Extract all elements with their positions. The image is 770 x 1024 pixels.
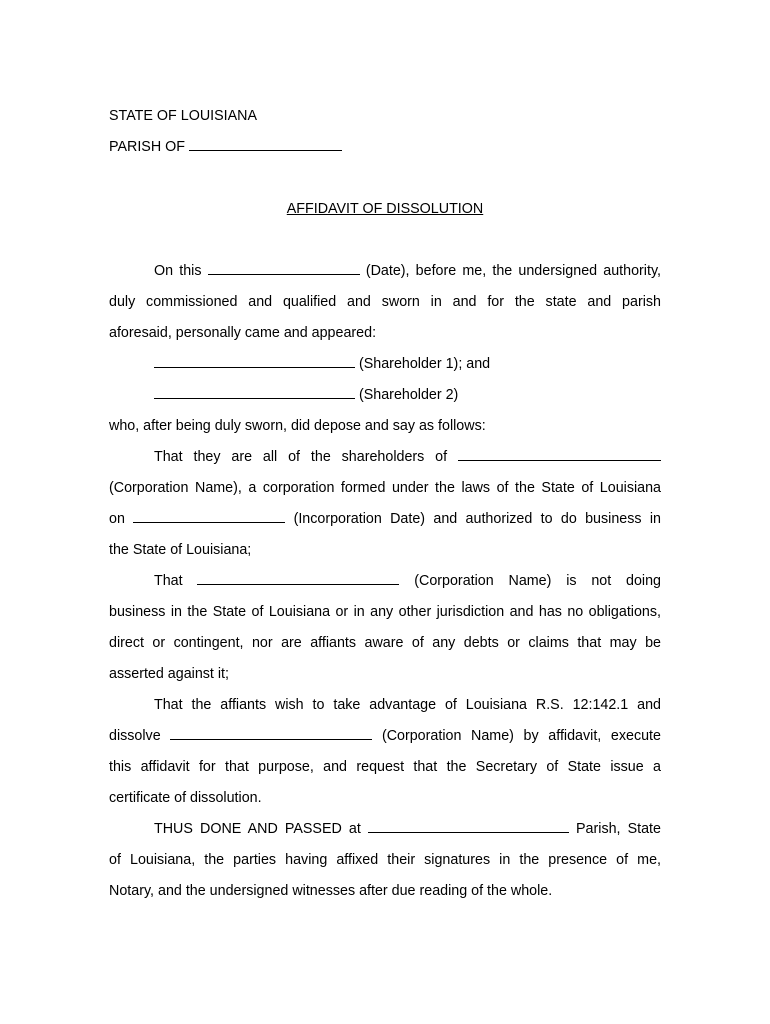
p2-line4 <box>109 535 661 566</box>
p1-line1 <box>154 256 661 287</box>
p3-line4-text: asserted against it; <box>109 666 230 682</box>
p3-line1 <box>154 566 661 597</box>
p3-line3-text: direct or contingent, nor are affiants aware of any debts or claims that may be <box>109 635 661 651</box>
p2-line1 <box>154 442 661 473</box>
p5-line3-text: Notary, and the undersigned witnesses after due reading of the whole. <box>109 883 553 899</box>
corporation-name-blank-3[interactable] <box>170 739 372 740</box>
p3-line3 <box>109 628 661 659</box>
corporation-name-blank-2[interactable] <box>197 584 399 585</box>
p2-start-text: That they are all of the shareholders of <box>154 449 448 465</box>
p5-line1 <box>154 814 661 845</box>
shareholder1-line <box>154 349 661 380</box>
p2-line3 <box>109 504 661 535</box>
p3-rest-text: (Corporation Name) is not doing <box>414 573 661 589</box>
p1-line2 <box>109 287 661 318</box>
p4-line4-text: certificate of dissolution. <box>109 790 262 806</box>
parish-blank[interactable] <box>189 150 342 151</box>
shareholder1-text: (Shareholder 1); and <box>358 356 491 372</box>
document-title <box>109 194 661 225</box>
shareholder2-text: (Shareholder 2) <box>358 387 459 403</box>
p2-line3-rest-text: (Incorporation Date) and authorized to do business in <box>293 511 661 527</box>
p1-line3 <box>109 318 661 349</box>
shareholder2-line <box>154 380 661 411</box>
parish-heading <box>109 132 661 163</box>
p2-line4-text: the State of Louisiana; <box>109 542 252 558</box>
p4-line2-rest-text: (Corporation Name) by affidavit, execute <box>381 728 661 744</box>
incorporation-date-blank[interactable] <box>133 522 285 523</box>
date-blank[interactable] <box>208 274 360 275</box>
p3-line2 <box>109 597 661 628</box>
p5-line3 <box>109 876 661 907</box>
p5-line2 <box>109 845 661 876</box>
p2-line2 <box>109 473 661 504</box>
p1-line6 <box>109 411 661 442</box>
shareholder1-blank[interactable] <box>154 367 355 368</box>
p4-line1-text: That the affiants wish to take advantage of Louisiana R.S. 12:142.1 and <box>154 697 661 713</box>
p5-line2-text: of Louisiana, the parties having affixed their signatures in the presence of me, <box>109 852 661 868</box>
p4-line4 <box>109 783 661 814</box>
p3-line4 <box>109 659 661 690</box>
p5-start-text: THUS DONE AND PASSED at <box>154 821 361 837</box>
p1-line2-text: duly commissioned and qualified and sworn in and for the state and parish <box>109 294 661 310</box>
p4-dissolve-text: dissolve <box>109 728 161 744</box>
p3-line2-text: business in the State of Louisiana or in any other jurisdiction and has no obligations, <box>109 604 661 620</box>
p2-on-text: on <box>109 511 125 527</box>
parish-location-blank[interactable] <box>368 832 569 833</box>
shareholder2-blank[interactable] <box>154 398 355 399</box>
state-text: STATE OF LOUISIANA <box>109 108 258 124</box>
parish-label: PARISH OF <box>109 139 185 155</box>
p4-line1 <box>154 690 661 721</box>
p2-line2-text: (Corporation Name), a corporation formed under the laws of the State of Louisiana <box>109 480 661 496</box>
p4-line2 <box>109 721 661 752</box>
date-rest-text: (Date), before me, the undersigned authority, <box>365 263 661 279</box>
p5-rest-text: Parish, State <box>576 821 661 837</box>
p4-line3-text: this affidavit for that purpose, and request that the Secretary of State issue a <box>109 759 661 775</box>
corporation-name-blank-1[interactable] <box>458 460 661 461</box>
p3-that-text: That <box>154 573 183 589</box>
p1-line3-text: aforesaid, personally came and appeared: <box>109 325 377 341</box>
p1-line6-text: who, after being duly sworn, did depose and say as follows: <box>109 418 486 434</box>
state-heading <box>109 101 661 132</box>
title-text: AFFIDAVIT OF DISSOLUTION <box>286 201 484 217</box>
p4-line3 <box>109 752 661 783</box>
on-this-text: On this <box>154 263 202 279</box>
